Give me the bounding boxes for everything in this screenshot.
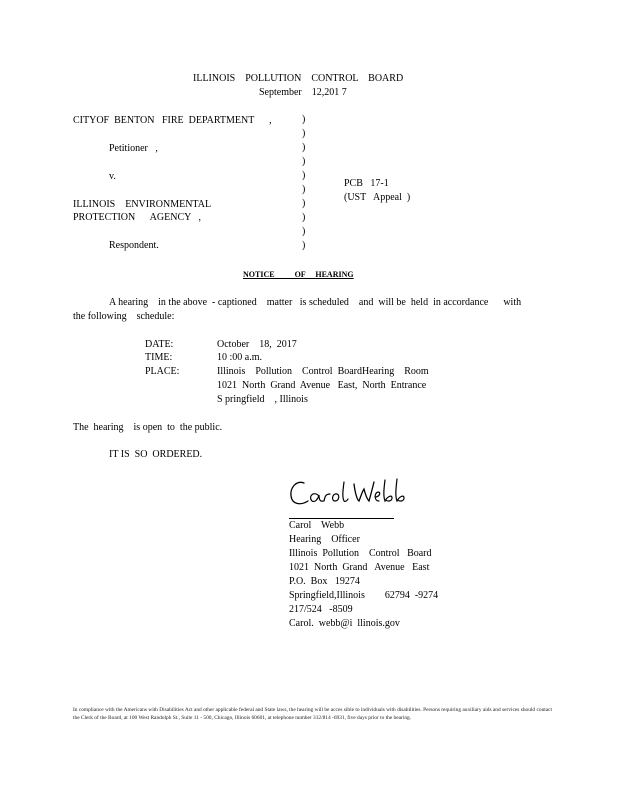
hearing-paragraph-line2: the following schedule: [73,311,175,322]
caption-paren: ) [302,114,306,125]
notice-title: NOTICE OF HEARING [243,270,354,279]
caption-paren: ) [302,184,306,195]
case-type: (UST Appeal ) [344,192,411,203]
signer-phone: 217/524 -8509 [289,604,353,615]
petitioner-name: CITYOF BENTON FIRE DEPARTMENT , [73,115,272,126]
signature-line [289,518,394,519]
date-label: DATE: [145,339,174,350]
caption-paren: ) [302,240,306,251]
signer-city: Springfield,Illinois 62794 -9274 [289,590,439,601]
date-value: October 18, 2017 [217,339,297,350]
signer-agency: Illinois Pollution Control Board [289,548,432,559]
case-number: PCB 17-1 [344,178,389,189]
place-line2: 1021 North Grand Avenue East, North Entrance [217,380,427,391]
document-date: September 12,201 7 [259,87,347,98]
signer-name: Carol Webb [289,520,345,531]
so-ordered-statement: IT IS SO ORDERED. [109,449,203,460]
hearing-paragraph-line1: A hearing in the above - captioned matter is scheduled and will be held in accordance with [109,297,522,308]
caption-paren: ) [302,212,306,223]
caption-paren: ) [302,142,306,153]
time-value: 10 :00 a.m. [217,352,262,363]
caption-paren: ) [302,198,306,209]
respondent-name-line2: PROTECTION AGENCY , [73,212,201,223]
caption-paren: ) [302,156,306,167]
board-name-heading: ILLINOIS POLLUTION CONTROL BOARD [193,73,404,84]
respondent-name-line1: ILLINOIS ENVIRONMENTAL [73,199,212,210]
open-to-public-statement: The hearing is open to the public. [73,422,223,433]
versus-label: v. [109,171,116,182]
signer-title: Hearing Officer [289,534,360,545]
caption-paren: ) [302,170,306,181]
place-line1: Illinois Pollution Control BoardHearing Room [217,366,429,377]
caption-parentheses [302,113,310,253]
signer-email: Carol. webb@i llinois.gov [289,618,400,629]
time-label: TIME: [145,352,173,363]
caption-paren: ) [302,226,306,237]
ada-compliance-footer: In compliance with the Americans with Disabilities Act and other applicable federal and State laws, the hearing will be acces sible to individuals with disabilities. Persons requiring auxiliary aids and services should contact the Clerk of the Board, at 100 West Randolph St., Suite 11 - 500, Chicago, Illinois 60601, at telephone number 312/814 -6931, five days prior to the hearing. [73,707,553,721]
caption-paren: ) [302,128,306,139]
place-line3: S pringfield , Illinois [217,394,308,405]
handwritten-signature [288,474,413,512]
place-label: PLACE: [145,366,180,377]
signer-po-box: P.O. Box 19274 [289,576,360,587]
signer-address: 1021 North Grand Avenue East [289,562,430,573]
petitioner-role: Petitioner , [109,143,158,154]
respondent-role: Respondent. [109,240,159,251]
